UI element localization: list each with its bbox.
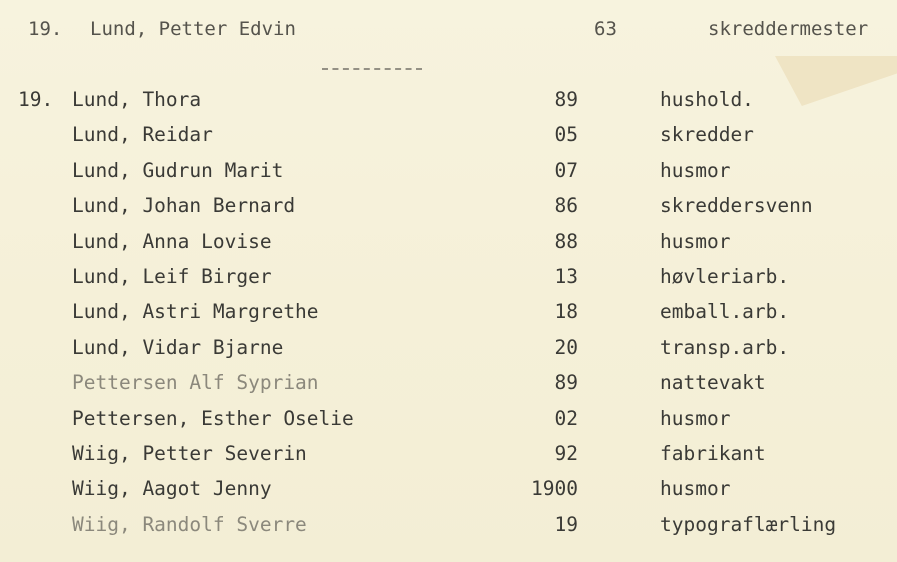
entry-name: Lund, Astri Margrethe xyxy=(72,300,319,324)
entry-name: Lund, Vidar Bjarne xyxy=(72,335,284,359)
list-item xyxy=(0,296,897,331)
list-item xyxy=(0,509,897,544)
header-entry-row xyxy=(0,14,897,46)
entry-year: 19 xyxy=(554,512,578,536)
entry-year: 13 xyxy=(554,264,578,288)
entry-occupation: skreddersvenn xyxy=(660,194,813,218)
entry-year: 18 xyxy=(554,300,578,324)
entry-occupation: fabrikant xyxy=(660,441,766,465)
entry-year: 89 xyxy=(554,371,578,395)
entry-year: 20 xyxy=(554,335,578,359)
entry-occupation: hushold. xyxy=(660,88,754,111)
entry-occupation: transp.arb. xyxy=(660,335,790,359)
header-entry-name: Lund, Petter Edvin xyxy=(90,18,296,40)
entry-name: Lund, Reidar xyxy=(72,123,213,147)
list-item xyxy=(0,332,897,367)
entry-year: 86 xyxy=(554,194,578,218)
entry-occupation: nattevakt xyxy=(660,371,766,395)
entry-name: Wiig, Petter Severin xyxy=(72,441,307,465)
entry-occupation: høvleriarb. xyxy=(660,264,790,288)
list-item xyxy=(0,438,897,473)
list-item xyxy=(0,473,897,508)
entry-name: Lund, Johan Bernard xyxy=(72,194,296,218)
list-item xyxy=(0,261,897,296)
list-item xyxy=(0,155,897,190)
header-entry-number: 19. xyxy=(28,18,63,40)
entry-name: Pettersen, Esther Oselie xyxy=(72,406,354,430)
entry-occupation: husmor xyxy=(660,158,731,182)
list-item xyxy=(0,84,897,119)
entry-occupation: skredder xyxy=(660,123,754,147)
list-item xyxy=(0,403,897,438)
typed-scribble-mark xyxy=(322,68,422,74)
list-item xyxy=(0,367,897,402)
entry-year: 1900 xyxy=(531,477,578,501)
entry-occupation: typograflærling xyxy=(660,512,837,536)
entry-year: 88 xyxy=(554,229,578,253)
entry-list xyxy=(0,84,897,544)
list-item xyxy=(0,190,897,225)
entry-name: Lund, Anna Lovise xyxy=(72,229,272,253)
list-item xyxy=(0,119,897,154)
entry-occupation: husmor xyxy=(660,229,731,253)
entry-occupation: husmor xyxy=(660,406,731,430)
entry-year: 89 xyxy=(554,88,578,111)
entry-occupation: husmor xyxy=(660,477,731,501)
entry-year: 02 xyxy=(554,406,578,430)
entry-year: 07 xyxy=(554,158,578,182)
entry-number: 19. xyxy=(18,88,54,111)
entry-name: Lund, Leif Birger xyxy=(72,264,272,288)
entry-name: Wiig, Randolf Sverre xyxy=(72,512,307,536)
list-item xyxy=(0,226,897,261)
entry-year: 05 xyxy=(554,123,578,147)
header-entry-occupation: skreddermester xyxy=(708,18,869,40)
entry-name: Wiig, Aagot Jenny xyxy=(72,477,272,501)
entry-name: Pettersen Alf Syprian xyxy=(72,371,319,395)
header-entry-year: 63 xyxy=(594,18,617,40)
entry-year: 92 xyxy=(554,441,578,465)
entry-occupation: emball.arb. xyxy=(660,300,790,324)
entry-name: Lund, Thora xyxy=(72,88,202,111)
entry-name: Lund, Gudrun Marit xyxy=(72,158,284,182)
